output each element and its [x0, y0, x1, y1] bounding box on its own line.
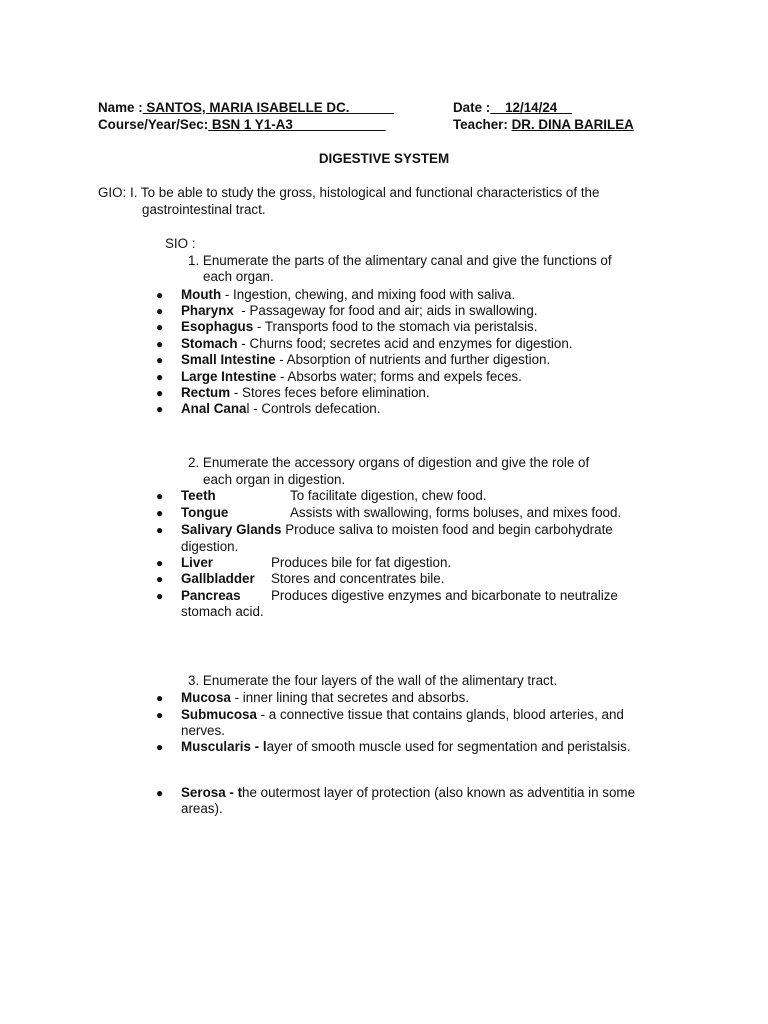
item-desc-continued: nerves. [181, 723, 225, 738]
item-term: Anal Cana [181, 401, 247, 416]
section2-question-line-1: 2. Enumerate the accessory organs of digestion and give the role of [188, 455, 590, 470]
item-term: Liver [181, 555, 214, 570]
gio-line-2: gastrointestinal tract. [142, 202, 266, 217]
bullet-icon: ● [156, 386, 164, 400]
date-label: Date : [453, 100, 491, 115]
sio-label: SIO : [165, 236, 196, 251]
item-term: Mouth [181, 287, 222, 302]
item-desc: - Absorbs water; forms and expels feces. [276, 369, 522, 384]
name-value: SANTOS, MARIA ISABELLE DC. [142, 100, 395, 115]
teacher-line [453, 117, 634, 133]
bullet-icon: ● [156, 304, 164, 318]
item-desc: - Transports food to the stomach via peristalsis. [253, 319, 538, 334]
item-desc: - Churns food; secretes acid and enzymes for digestion. [237, 336, 573, 351]
gio-line-1: GIO: I. To be able to study the gross, histological and functional characteristics of the [98, 185, 600, 200]
course-label: Course/Year/Sec: [98, 117, 209, 132]
item-term: Salivary Glands [181, 522, 282, 537]
bullet-icon: ● [156, 740, 164, 754]
bullet-icon: ● [156, 572, 164, 586]
item-term: Teeth [181, 488, 216, 503]
teacher-label: Teacher: [453, 117, 508, 132]
bullet-icon: ● [156, 320, 164, 334]
item-term: Large Intestine [181, 369, 277, 384]
item-term: Serosa - t [181, 785, 243, 800]
item-desc: - a connective tissue that contains glands, blood arteries, and [256, 707, 624, 722]
bullet-icon: ● [156, 506, 164, 520]
section2-question-line-2: each organ in digestion. [203, 472, 346, 487]
item-desc-continued: areas). [181, 801, 223, 816]
item-term: Rectum [181, 385, 231, 400]
item-term: Muscularis - l [181, 739, 267, 754]
page-title: DIGESTIVE SYSTEM [318, 151, 450, 166]
item-desc: - inner lining that secretes and absorbs. [230, 690, 470, 705]
item-desc: - Absorption of nutrients and further digestion. [275, 352, 551, 367]
bullet-icon: ● [156, 708, 164, 722]
item-term: Stomach [181, 336, 238, 351]
item-term: Small Intestine [181, 352, 276, 367]
item-desc: - Stores feces before elimination. [230, 385, 430, 400]
bullet-icon: ● [156, 691, 164, 705]
bullet-icon: ● [156, 489, 164, 503]
item-term: Tongue [181, 505, 229, 520]
item-desc: ayer of smooth muscle used for segmentation and peristalsis. [266, 739, 631, 754]
item-term: Esophagus [181, 319, 254, 334]
name-line [98, 100, 394, 116]
item-desc: - Ingestion, chewing, and mixing food with saliva. [221, 287, 516, 302]
item-desc: Assists with swallowing, forms boluses, and mixes food. [290, 505, 622, 520]
item-desc: - Passageway for food and air; aids in swallowing. [233, 303, 538, 318]
bullet-icon: ● [156, 288, 164, 302]
item-term: Gallbladder [181, 571, 255, 586]
section3-question: 3. Enumerate the four layers of the wall of the alimentary tract. [188, 673, 558, 688]
bullet-icon: ● [156, 402, 164, 416]
date-value: 12/14/24 [490, 100, 573, 115]
item-desc: To facilitate digestion, chew food. [290, 488, 487, 503]
section1-question-line-2: each organ. [203, 269, 274, 284]
section1-question-line-1: 1. Enumerate the parts of the alimentary canal and give the functions of [188, 253, 612, 268]
bullet-icon: ● [156, 786, 164, 800]
bullet-icon: ● [156, 556, 164, 570]
course-line [98, 117, 386, 133]
bullet-icon: ● [156, 523, 164, 537]
item-desc: Stores and concentrates bile. [271, 571, 445, 586]
course-value: BSN 1 Y1-A3 [208, 117, 386, 132]
item-desc: Produces digestive enzymes and bicarbonate to neutralize [271, 588, 618, 603]
item-desc-continued: digestion. [181, 539, 239, 554]
item-term: Mucosa [181, 690, 231, 705]
item-term: Pancreas [181, 588, 241, 603]
item-desc: l - Controls defecation. [246, 401, 381, 416]
bullet-icon: ● [156, 370, 164, 384]
item-desc-continued: stomach acid. [181, 604, 264, 619]
item-desc: Produces bile for fat digestion. [271, 555, 452, 570]
bullet-icon: ● [156, 337, 164, 351]
teacher-value: DR. DINA BARILEA [511, 117, 634, 132]
item-desc: Produce saliva to moisten food and begin carbohydrate [281, 522, 613, 537]
date-line [453, 100, 572, 116]
name-label: Name : [98, 100, 143, 115]
item-term: Submucosa [181, 707, 257, 722]
item-desc: he outermost layer of protection (also known as adventitia in some [242, 785, 636, 800]
item-term: Pharynx [181, 303, 234, 318]
bullet-icon: ● [156, 589, 164, 603]
bullet-icon: ● [156, 353, 164, 367]
